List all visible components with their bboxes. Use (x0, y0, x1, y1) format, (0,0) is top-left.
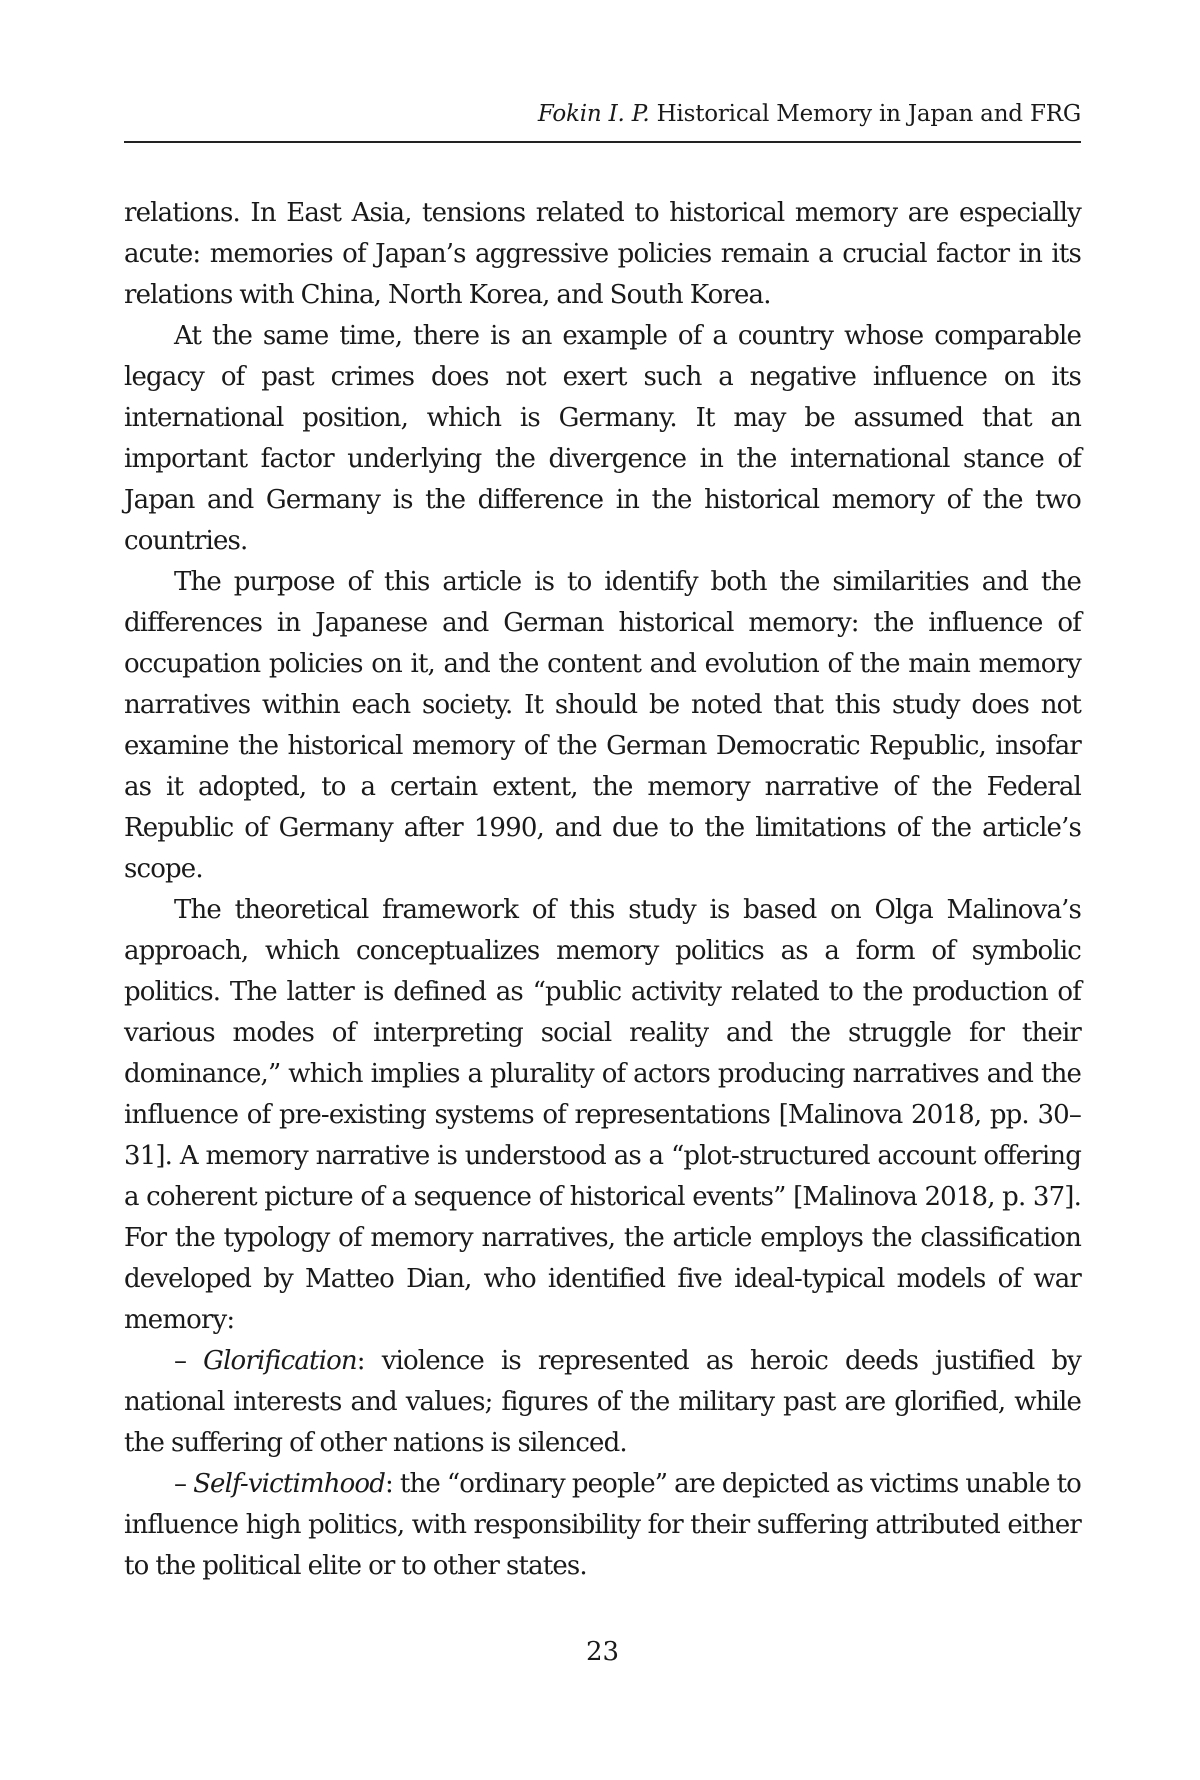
body-text (124, 193, 1081, 1587)
document-page (124, 0, 1081, 1780)
list-dash: – (174, 1346, 204, 1376)
list-term: Self-victimhood (193, 1469, 386, 1499)
paragraph: The theoretical framework of this study is based on Olga Malinova’s approach, which conceptualizes memory politics as a form of symbolic politics. The latter is defined as “public activity related to the production of various modes of interpreting social reality and the struggle for their dominance,” which implies a plurality of actors producing narratives and the influence of pre-existing systems of representations [Malinova 2018, pp. 30–31]. A memory narrative is understood as a “plot-structured account offering a coherent picture of a sequence of historical events” [Malinova 2018, p. 37]. For the typology of memory narratives, the article employs the classification developed by Matteo Dian, who identified five ideal-typical models of war memory: (124, 895, 1081, 1335)
header-title: Historical Memory in Japan and FRG (656, 101, 1081, 127)
list-definition: : violence is represented as heroic deeds justified by national interests and values; figures of the military past are glorified, while the suffering of other nations is silenced. (124, 1346, 1081, 1458)
list-dash: – (174, 1469, 194, 1499)
paragraph: The purpose of this article is to identify both the similarities and the differences in Japanese and German historical memory: the influence of occupation policies on it, and the content and evolution of the main memory narratives within each society. It should be noted that this study does not examine the historical memory of the German Democratic Republic, insofar as it adopted, to a certain extent, the memory narrative of the Federal Republic of Germany after 1990, and due to the limitations of the article’s scope. (124, 567, 1081, 884)
page-number: 23 (585, 1637, 620, 1667)
list-definition: : the “ordinary people” are depicted as victims unable to influence high politics, with responsibility for their suffering attributed either to the political elite or to other states. (124, 1469, 1081, 1581)
running-header (538, 99, 1081, 129)
list-item-self-victimhood (124, 1464, 1081, 1587)
paragraph-continuation: relations. In East Asia, tensions related to historical memory are especially acute: memories of Japan’s aggressive policies remain a crucial factor in its relations with China, North Korea, and South Korea. (124, 198, 1081, 310)
paragraph: At the same time, there is an example of a country whose comparable legacy of past crimes does not exert such a negative influence on its international position, which is Germany. It may be assumed that an important factor underlying the divergence in the international stance of Japan and Germany is the difference in the historical memory of the two countries. (124, 321, 1081, 556)
list-item-glorification (124, 1341, 1081, 1464)
list-term: Glorification (203, 1346, 357, 1376)
header-author: Fokin I. P. (537, 101, 650, 127)
header-rule (124, 141, 1081, 143)
